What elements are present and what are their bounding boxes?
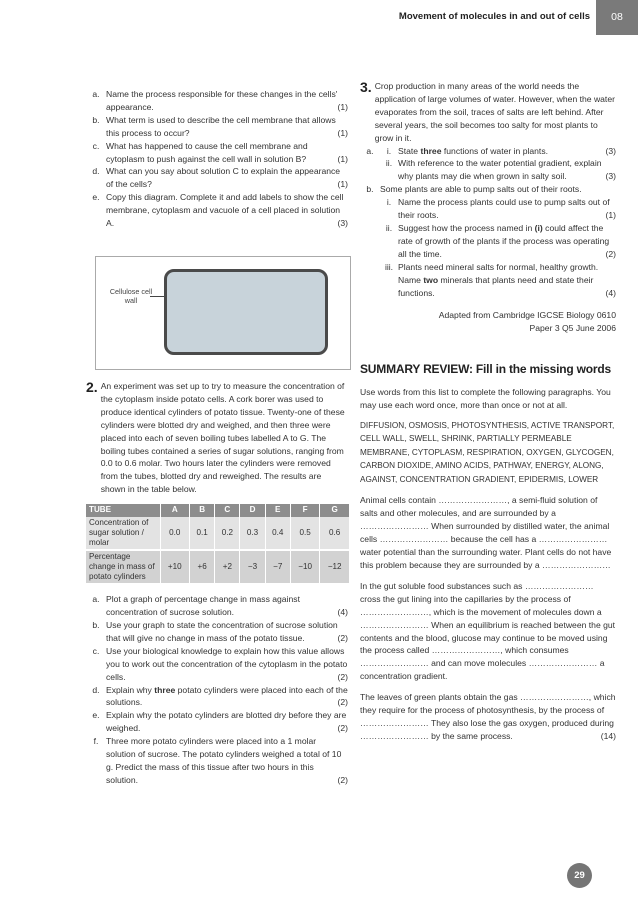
q3-b-ii: ii. Suggest how the process named in (i) could affect the rate of growth of the plants if the process was operating all the time. (2) <box>385 222 616 259</box>
marks: (2) <box>337 723 348 734</box>
marks: (1) <box>337 179 348 190</box>
marks: (3) <box>605 145 616 156</box>
summary-review-title: SUMMARY REVIEW: Fill in the missing words <box>360 362 611 377</box>
marks: (1) <box>337 101 348 112</box>
q1-part-b: b. What term is used to describe the cell membrane that allows this process to occur? (1) <box>92 114 348 138</box>
q2-part-f: f. Three more potato cylinders were placed into a 1 molar solution of sucrose. The potato cylinders weighed a total of 10 g. Predict the mass of this tissue after two hours in this solution. (2) <box>93 736 348 785</box>
q3-a-ii: ii. With reference to the water potential gradient, explain why plants may die when grown in salty soil. (3) <box>385 158 616 182</box>
question-2 <box>86 380 348 787</box>
running-title: Movement of molecules in and out of cells <box>398 11 590 22</box>
marks: (2) <box>337 697 348 708</box>
marks: (3) <box>605 171 616 182</box>
cell-diagram <box>95 256 351 370</box>
marks: (4) <box>605 287 616 298</box>
q2-part-b: b. Use your graph to state the concentration of sucrose solution that will give no change in mass of the potato tissue. (2) <box>92 619 348 643</box>
q2-part-c: c. Use your biological knowledge to explain how this value allows you to work out the concentration of the cytoplasm in the potato cells. (2) <box>92 645 348 682</box>
marks: (3) <box>337 218 348 229</box>
marks: (4) <box>337 607 348 618</box>
marks: (14) <box>600 730 616 741</box>
question-number: 2. <box>86 379 98 395</box>
marks: (1) <box>337 153 348 164</box>
cellulose-cell-wall-label: Cellulose cell wall <box>109 287 153 305</box>
source-attribution: Adapted from Cambridge IGCSE Biology 0610 Paper 3 Q5 June 2006 <box>438 310 616 334</box>
q1-part-d: d. What can you say about solution C to explain the appearance of the cells? (1) <box>92 166 348 190</box>
table-row: Concentration of sugar solution / molar 0.0 0.1 0.2 0.3 0.4 0.5 0.6 <box>86 517 350 550</box>
summary-paragraph-1: Animal cells contain ……………………, a semi-fluid solution of salts and other molecules, and are surrounded by a …………………… When surrounded by distilled water, the animal cells …………………… because the cell has a …………………… water potential than the surrounding water. Plant cells do not have this problem because they are surrounded by a …………………… <box>360 495 612 570</box>
table-header-row: TUBE A B C D E F G <box>86 504 350 517</box>
question-2-parts <box>86 593 348 787</box>
marks: (2) <box>337 671 348 682</box>
right-column <box>360 80 616 743</box>
q3-b-i: i. Name the process plants could use to pump salts out of their roots. (1) <box>386 197 616 221</box>
plant-cell-outline <box>164 269 328 355</box>
marks: (2) <box>337 774 348 785</box>
q2-part-e: e. Explain why the potato cylinders are blotted dry before they are weighed. (2) <box>92 710 348 734</box>
q3-a-i: i. State three functions of water in plants. (3) <box>386 145 616 156</box>
q1-part-a: a. Name the process responsible for these changes in the cells' appearance. (1) <box>92 89 348 112</box>
question-3 <box>360 80 616 145</box>
marks: (2) <box>605 248 616 259</box>
question-number: 3. <box>360 79 372 95</box>
q3-b-iii: iii. Plants need mineral salts for normal, healthy growth. Name two minerals that plants need and state their functions. (4) <box>384 261 616 298</box>
marks: (1) <box>605 210 616 221</box>
summary-paragraph-2: In the gut soluble food substances such as …………………… cross the gut lining into the capillaries by the process of ……………………, which is the movement of molecules down a …………………… When an equilibrium is reached between the gut contents and the blood, glucose may continue to be moved using the process called ……………………, which consumes …………………… and can move molecules …………………… a concentration gradient. <box>360 580 616 682</box>
summary-intro: Use words from this list to complete the following paragraphs. You may use each word once, more than once or not at all. <box>360 387 611 411</box>
q1-part-e: e. Copy this diagram. Complete it and add labels to show the cell membrane, cytoplasm and vacuole of a cell placed in solution A. (3) <box>92 192 348 229</box>
q2-part-d: d. Explain why three potato cylinders were placed into each of the solutions. (2) <box>92 684 348 708</box>
question-1-parts <box>86 88 348 230</box>
q2-part-a: a. Plot a graph of percentage change in mass against concentration of sucrose solution. (4) <box>92 594 348 618</box>
question-intro: Crop production in many areas of the world needs the application of large volumes of water. However, when the water evaporates from the soil, traces of salts are left behind. After several years, the soil becomes too salty for most plants to grow in it. <box>374 81 615 143</box>
page-header <box>0 0 638 36</box>
marks: (1) <box>337 127 348 138</box>
page-number: 29 <box>567 863 592 888</box>
question-intro: An experiment was set up to try to measure the concentration of the cytoplasm inside potato cells. A cork borer was used to produce identical cylinders of potato tissue. Twenty-one of these cylinders were blotted dry and weighed, and then three were placed into each of seven boiling tubes labelled A to G. The boiling tubes contained a series of sugar solutions, ranging from 0.0 to 0.6 molar. Two hours later the cylinders were removed from the tubes, blotted dry and reweighed. The results are shown in the table below. <box>100 381 345 495</box>
q3-part-a: a. i. State three functions of water in plants. (3) ii. With reference to the water potential gradient, explain why plants may die when grown in salty soil. (3) <box>366 145 616 182</box>
q3-part-b: b. Some plants are able to pump salts out of their roots. i. Name the process plants could use to pump salts out of their roots. (1) ii. Suggest how the process named in (i) could affect the rate of growth of the plants if the process was operating all the time. (2) iii. Plants need mineral salts for normal, healthy growth. Name two minerals that plants need and state their functions. (4) <box>366 184 616 298</box>
marks: (2) <box>337 632 348 643</box>
word-list: DIFFUSION, OSMOSIS, PHOTOSYNTHESIS, ACTIVE TRANSPORT, CELL WALL, SWELL, SHRINK, PARTIALLY PERMEABLE MEMBRANE, CYTOPLASM, RESPIRATION, OXYGEN, GLYCOGEN, CARBON DIOXIDE, AMINO ACIDS, PATHWAY, ENERGY, ALONG, AGAINST, CONCENTRATION GRADIENT, EPIDERMIS, LOWER <box>360 420 615 484</box>
q1-part-c: c. What has happened to cause the cell membrane and cytoplasm to push against the cell wall in solution B? (1) <box>92 140 348 164</box>
chapter-number-tab: 08 <box>596 0 638 35</box>
summary-paragraph-3: The leaves of green plants obtain the gas ……………………, which they require for the process of photosynthesis, by the process of …………………… They also lose the gas oxygen, produced during …………………… by the same process. (14) <box>360 692 616 741</box>
table-row: Percentage change in mass of potato cylinders +10 +6 +2 −3 −7 −10 −12 <box>86 550 350 584</box>
results-table <box>86 504 350 585</box>
